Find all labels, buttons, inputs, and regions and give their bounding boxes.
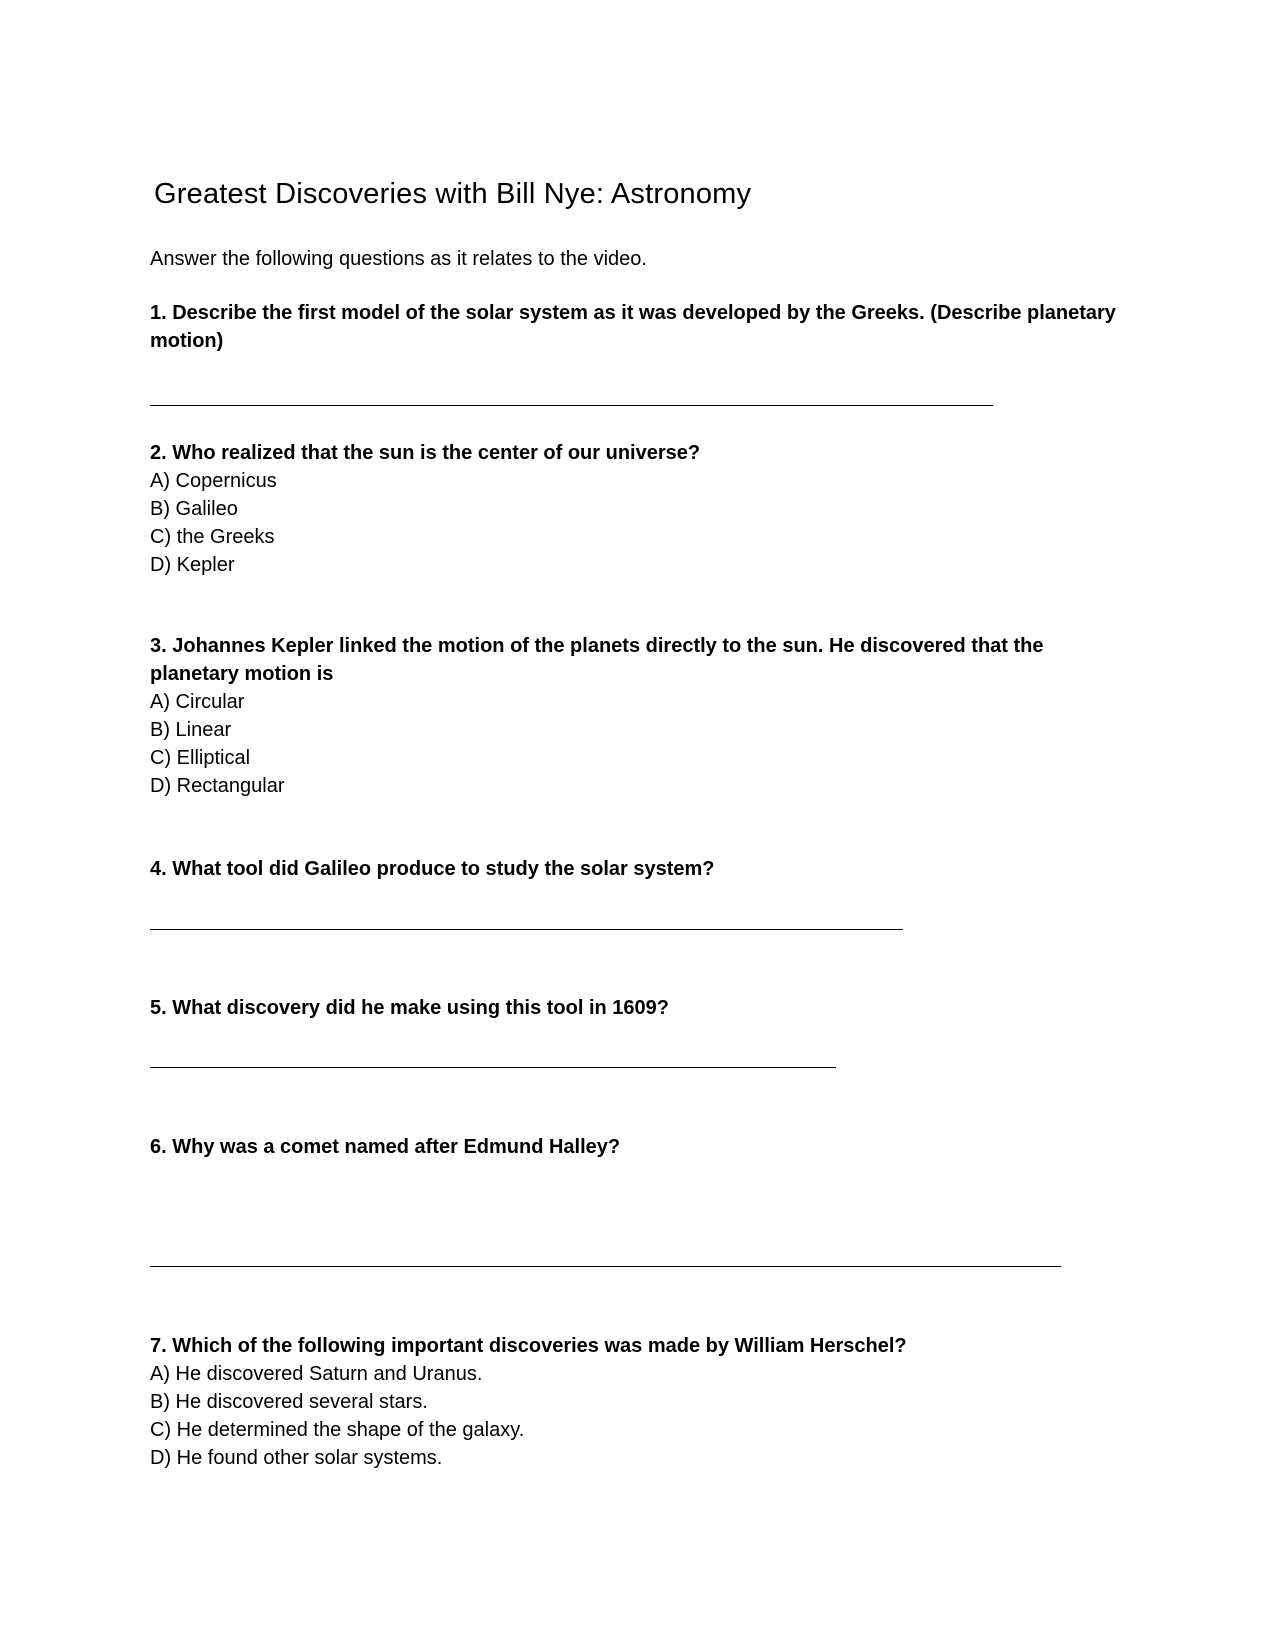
question-2-option-d: D) Kepler xyxy=(150,554,235,576)
question-7 xyxy=(150,1332,907,1472)
worksheet-title: Greatest Discoveries with Bill Nye: Astronomy xyxy=(154,178,752,210)
question-3-option-c: C) Elliptical xyxy=(150,747,251,769)
answer-blank-5[interactable] xyxy=(150,1067,836,1068)
question-2-option-b: B) Galileo xyxy=(150,498,238,520)
question-7-option-c: C) He determined the shape of the galaxy. xyxy=(150,1419,525,1441)
question-7-option-d: D) He found other solar systems. xyxy=(150,1447,443,1469)
question-2 xyxy=(150,439,700,579)
question-7-option-b: B) He discovered several stars. xyxy=(150,1391,428,1413)
question-3-text-line1: 3. Johannes Kepler linked the motion of the planets directly to the sun. He discovered that the xyxy=(150,635,1044,657)
answer-blank-4[interactable] xyxy=(150,929,903,930)
worksheet-instructions: Answer the following questions as it relates to the video. xyxy=(150,248,647,270)
question-2-option-a: A) Copernicus xyxy=(150,470,277,492)
question-1 xyxy=(150,299,1116,355)
question-2-text: 2. Who realized that the sun is the center of our universe? xyxy=(150,442,701,464)
question-1-text-line1: 1. Describe the first model of the solar system as it was developed by the Greeks. (Describe planetary xyxy=(150,302,1116,324)
question-4-text: 4. What tool did Galileo produce to study the solar system? xyxy=(150,858,715,880)
answer-blank-6[interactable] xyxy=(150,1266,1061,1267)
question-7-option-a: A) He discovered Saturn and Uranus. xyxy=(150,1363,483,1385)
question-6-text: 6. Why was a comet named after Edmund Halley? xyxy=(150,1136,621,1158)
question-3-option-d: D) Rectangular xyxy=(150,775,285,797)
question-2-option-c: C) the Greeks xyxy=(150,526,275,548)
question-3-option-b: B) Linear xyxy=(150,719,232,741)
question-5-text: 5. What discovery did he make using this tool in 1609? xyxy=(150,997,670,1019)
question-7-text: 7. Which of the following important discoveries was made by William Herschel? xyxy=(150,1335,907,1357)
question-3-option-a: A) Circular xyxy=(150,691,245,713)
answer-blank-1[interactable] xyxy=(150,405,993,406)
question-3-text-line2: planetary motion is xyxy=(150,663,334,685)
question-3 xyxy=(150,632,1044,800)
question-1-text-line2: motion) xyxy=(150,330,224,352)
